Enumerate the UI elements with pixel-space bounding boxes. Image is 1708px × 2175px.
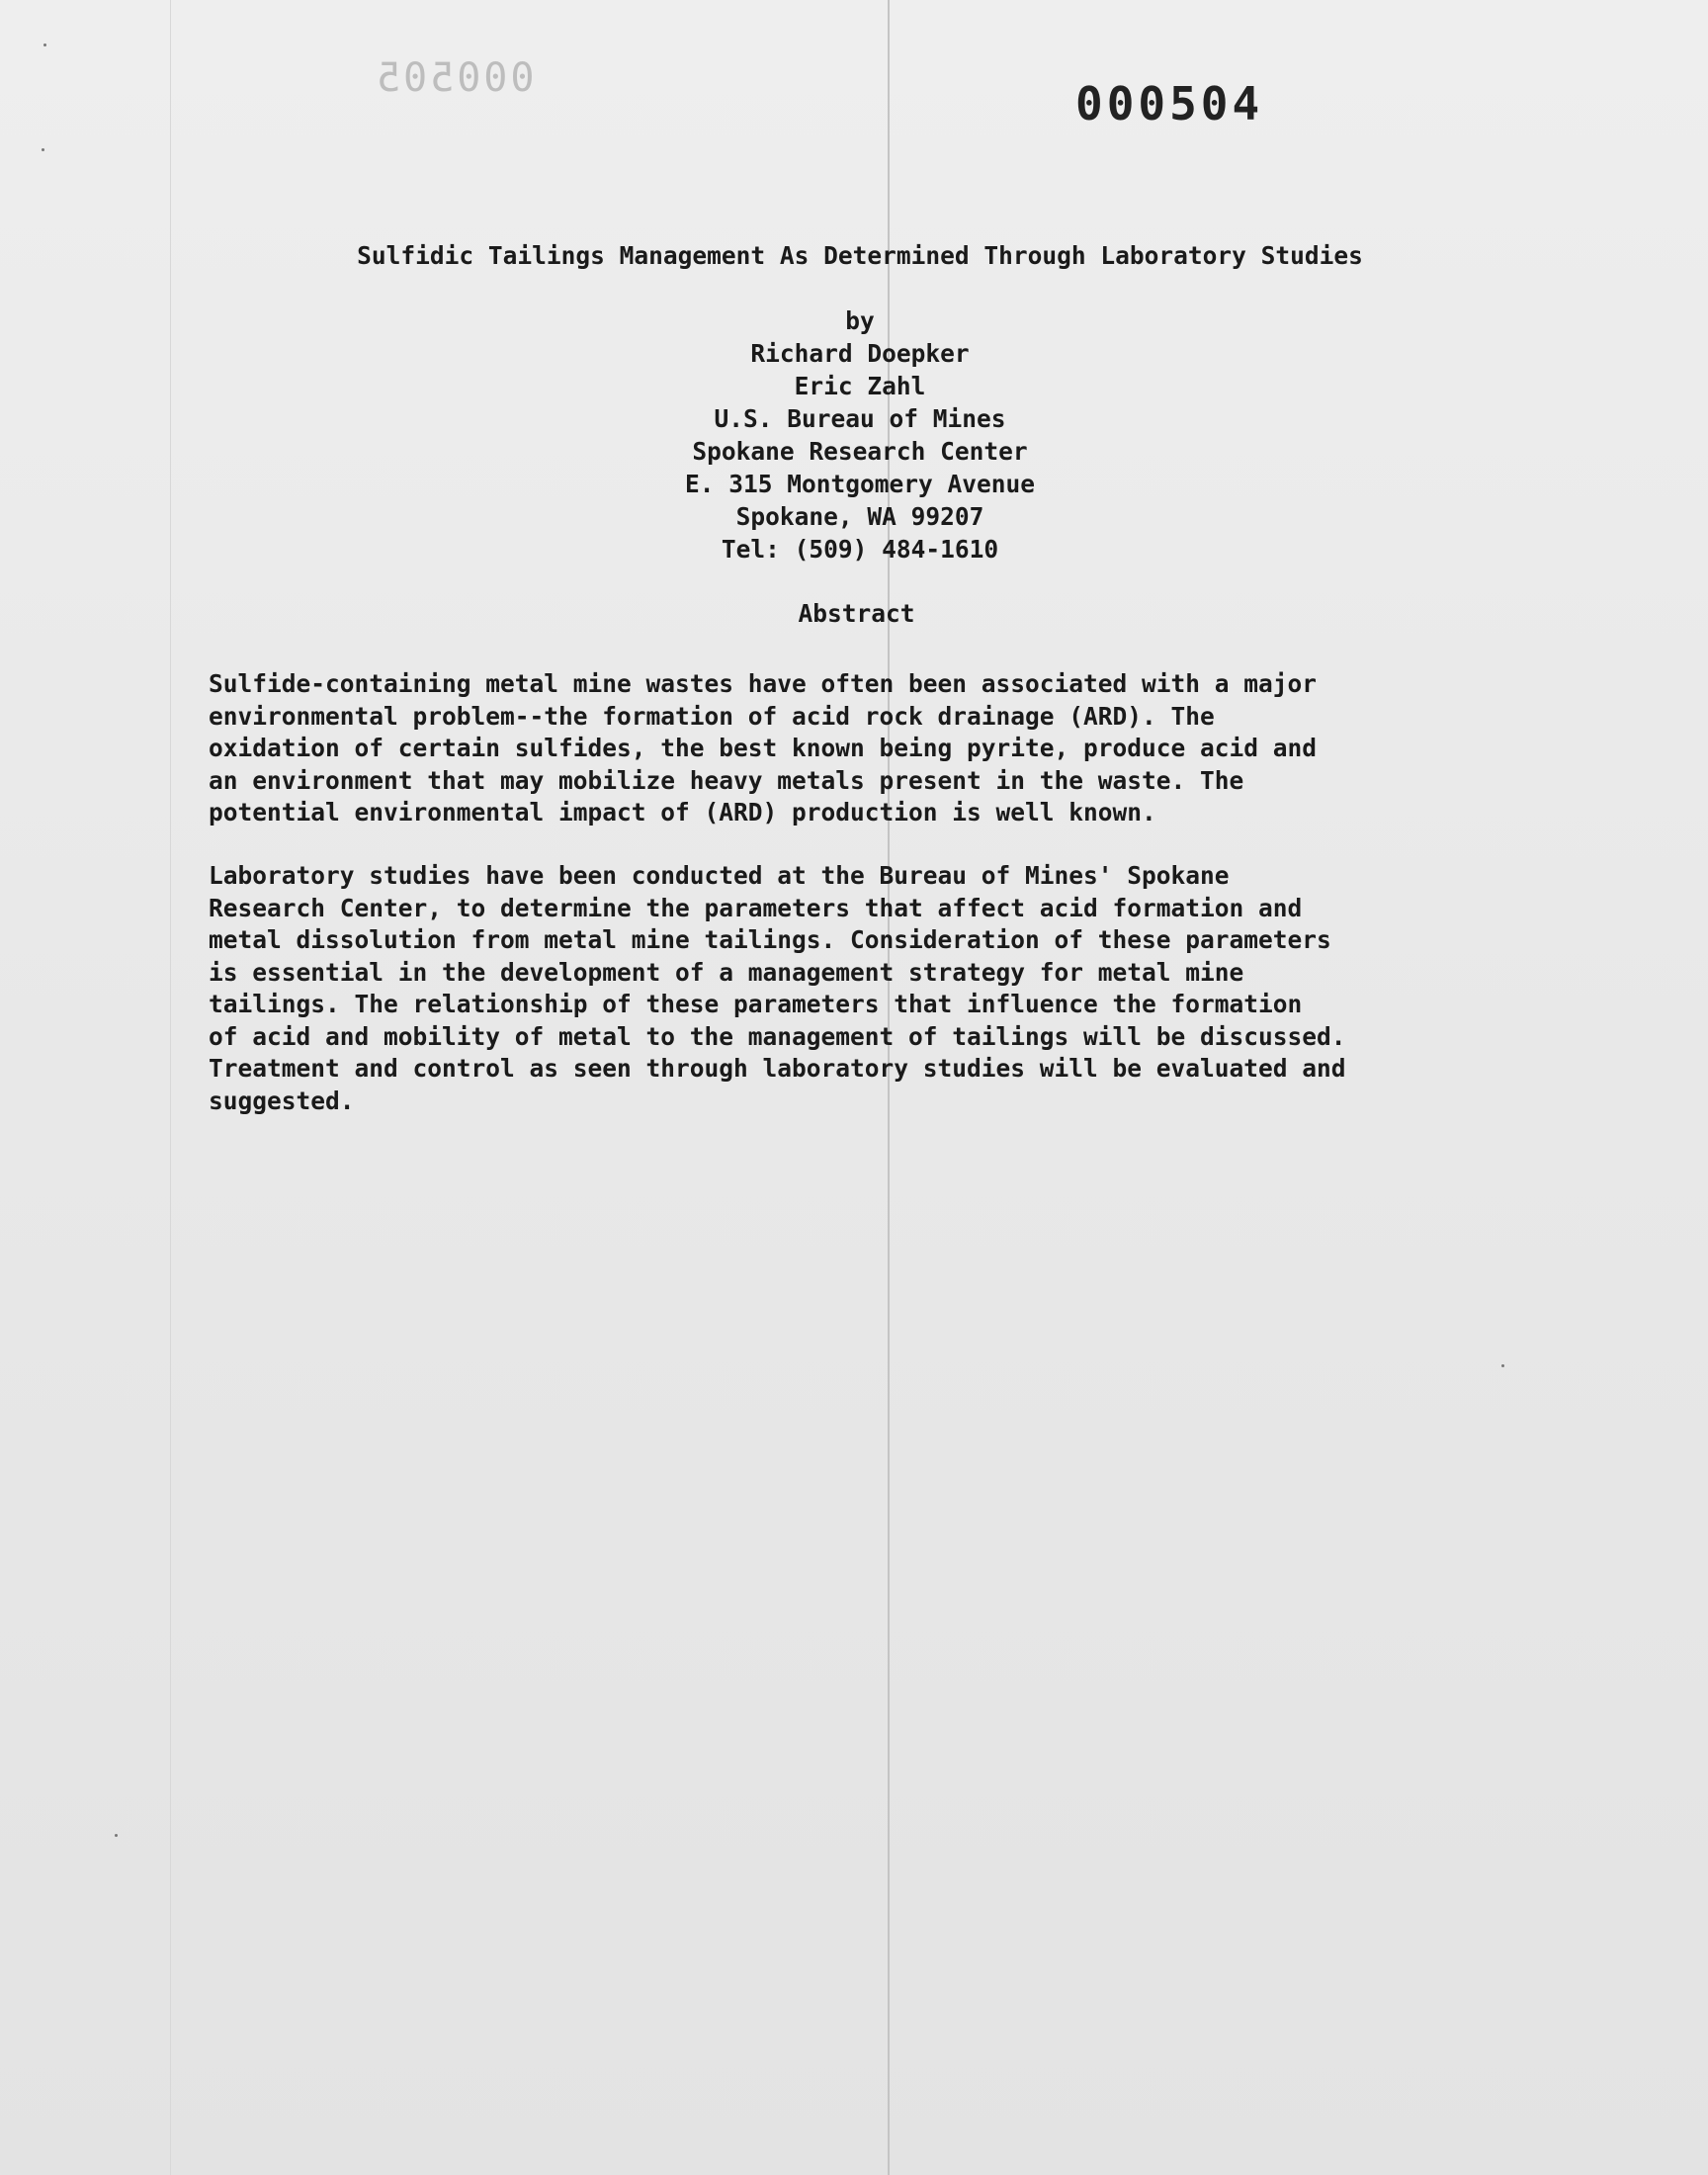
text-line: suggested. — [209, 1086, 355, 1115]
text-line: Treatment and control as seen through laboratory studies will be evaluated and — [209, 1054, 1346, 1083]
author-name: Eric Zahl — [794, 372, 926, 400]
organization: U.S. Bureau of Mines — [714, 404, 1006, 433]
street-address: E. 315 Montgomery Avenue — [684, 470, 1035, 498]
text-line: oxidation of certain sulfides, the best known being pyrite, produce acid and — [209, 734, 1318, 762]
text-line: tailings. The relationship of these parameters that influence the formation — [209, 990, 1303, 1018]
text-line: Laboratory studies have been conducted at the Bureau of Mines' Spokane — [209, 861, 1230, 890]
abstract-paragraph-2 — [209, 860, 1523, 1117]
text-line: Sulfide-containing metal mine wastes have often been associated with a major — [209, 669, 1318, 698]
scan-speck — [115, 1834, 118, 1837]
scan-speck — [42, 148, 44, 151]
text-line: is essential in the development of a management strategy for metal mine — [209, 957, 1244, 987]
text-line: of acid and mobility of metal to the management of tailings will be discussed. — [209, 1021, 1346, 1051]
text-line: metal dissolution from metal mine tailings. Consideration of these parameters — [209, 925, 1331, 954]
document-title: Sulfidic Tailings Management As Determined Through Laboratory Studies — [357, 241, 1363, 270]
city-state-zip: Spokane, WA 99207 — [735, 502, 984, 531]
telephone: Tel: (509) 484-1610 — [721, 535, 999, 564]
scan-speck — [1501, 1364, 1504, 1367]
abstract-paragraph-1 — [209, 668, 1523, 829]
abstract-heading: Abstract — [798, 599, 915, 628]
author-block — [0, 304, 1708, 566]
scan-speck — [43, 44, 46, 46]
bleed-through-page-number: 000505 — [374, 55, 535, 101]
text-line: environmental problem--the formation of acid rock drainage (ARD). The — [209, 701, 1215, 731]
text-line: potential environmental impact of (ARD) production is well known. — [209, 798, 1156, 826]
text-line: Research Center, to determine the parameters that affect acid formation and — [209, 893, 1303, 922]
page-number-stamp: 000504 — [1075, 77, 1264, 130]
author-name: Richard Doepker — [750, 339, 970, 368]
research-center: Spokane Research Center — [692, 437, 1028, 466]
byline: by — [845, 306, 875, 335]
text-line: an environment that may mobilize heavy metals present in the waste. The — [209, 765, 1244, 795]
